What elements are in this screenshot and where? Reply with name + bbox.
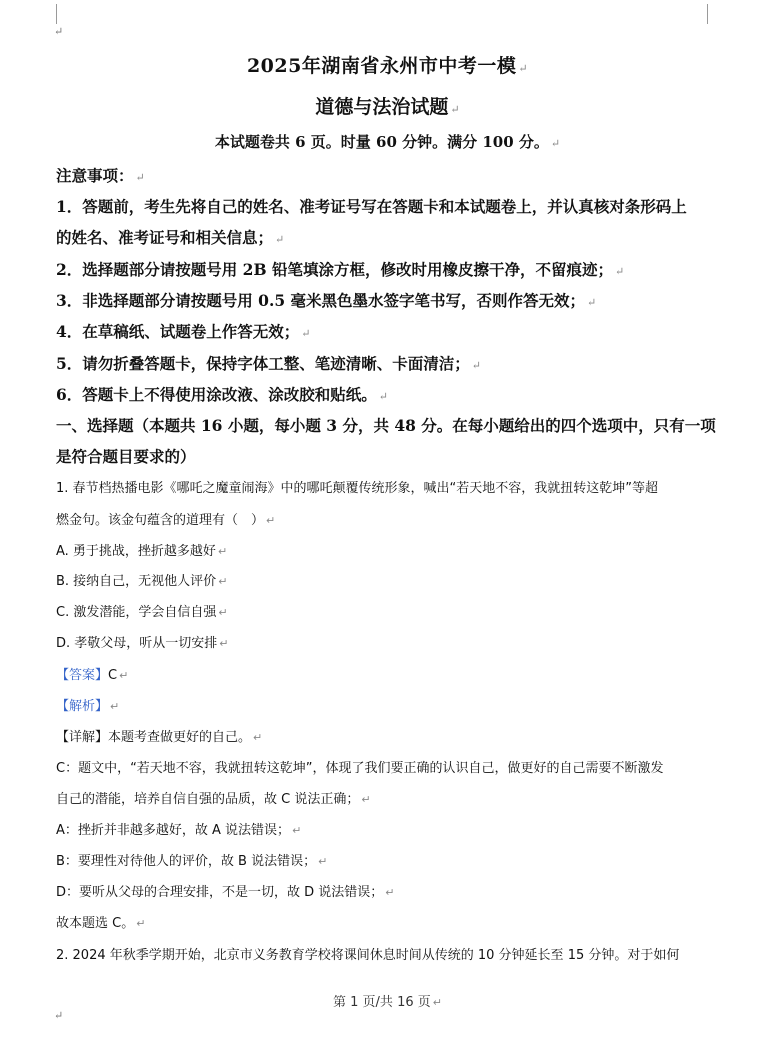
q1-stem-cont: 燃金句。该金句蕴含的道理有（ ） ↵ xyxy=(56,513,276,528)
crop-mark-top-left xyxy=(56,4,57,24)
notice-item-2: 2．选择题部分请按题号用 2B 铅笔填涂方框，修改时用橡皮擦干净，不留痕迹； ↵ xyxy=(56,260,625,279)
q1-explanation-2: A：挫折并非越多越好，故 A 说法错误； ↵ xyxy=(56,823,302,838)
page-footer: 第 1 页/共 16 页 ↵ xyxy=(333,995,442,1010)
exam-title: 2025年湖南省永州市中考一模 ↵ xyxy=(246,55,529,77)
q1-option-c: C. 激发潜能，学会自信自强 ↵ xyxy=(56,605,228,620)
notice-item-3: 3．非选择题部分请按题号用 0.5 毫米黑色墨水签字笔书写，否则作答无效； ↵ xyxy=(56,291,597,310)
notice-heading: 注意事项： ↵ xyxy=(56,166,145,185)
q1-answer: 【答案】C ↵ xyxy=(56,668,129,683)
subject-title: 道德与法治试题 ↵ xyxy=(315,96,460,118)
exam-info: 本试题卷共 6 页。时量 60 分钟。满分 100 分。 ↵ xyxy=(214,133,561,151)
notice-item-1-cont: 的姓名、准考证号和相关信息； ↵ xyxy=(56,228,285,247)
q1-option-b: B. 接纳自己，无视他人评价 ↵ xyxy=(56,574,228,589)
section-heading: 一、选择题（本题共 16 小题，每小题 3 分，共 48 分。在每小题给出的四个选项中，只有一项 xyxy=(56,416,716,435)
notice-item-1: 1．答题前，考生先将自己的姓名、准考证号写在答题卡和本试题卷上，并认真核对条形码上 xyxy=(56,197,687,216)
paragraph-mark-top: ↵ xyxy=(54,25,64,38)
q1-option-a: A. 勇于挑战，挫折越多越好 ↵ xyxy=(56,544,228,559)
q1-stem: 1. 春节档热播电影《哪吒之魔童闹海》中的哪吒颠覆传统形象，喊出“若天地不容，我就扭转这乾坤”等超 xyxy=(56,481,659,496)
q1-explanation-3: B：要理性对待他人的评价，故 B 说法错误； ↵ xyxy=(56,854,328,869)
q2-stem: 2. 2024 年秋季学期开始，北京市义务教育学校将课间休息时间从传统的 10 分钟延长至 15 分钟。对于如何 xyxy=(56,948,680,963)
q1-explanation-1: C：题文中，“若天地不容，我就扭转这乾坤”，体现了我们要正确的认识自己，做更好的自己需要不断激发 xyxy=(56,761,664,776)
section-heading-cont: 是符合题目要求的） xyxy=(56,447,196,466)
q1-conclusion: 故本题选 C。 ↵ xyxy=(56,916,146,931)
q1-analysis-label: 【解析】 ↵ xyxy=(56,699,120,714)
crop-mark-top-right xyxy=(707,4,708,24)
notice-item-6: 6．答题卡上不得使用涂改液、涂改胶和贴纸。 ↵ xyxy=(56,385,389,404)
q1-option-d: D. 孝敬父母，听从一切安排 ↵ xyxy=(56,636,229,651)
answer-label: 【答案】 xyxy=(56,668,109,683)
q1-explanation-1-cont: 自己的潜能，培养自信自强的品质，故 C 说法正确； ↵ xyxy=(56,792,371,807)
paragraph-mark-bottom: ↵ xyxy=(54,1009,64,1022)
q1-detail: 【详解】本题考查做更好的自己。 ↵ xyxy=(56,730,263,745)
notice-item-5: 5．请勿折叠答题卡，保持字体工整、笔迹清晰、卡面清洁； ↵ xyxy=(56,354,482,373)
q1-explanation-4: D：要听从父母的合理安排，不是一切，故 D 说法错误； ↵ xyxy=(56,885,395,900)
notice-item-4: 4．在草稿纸、试题卷上作答无效； ↵ xyxy=(56,322,311,341)
answer-value: C xyxy=(108,668,118,683)
